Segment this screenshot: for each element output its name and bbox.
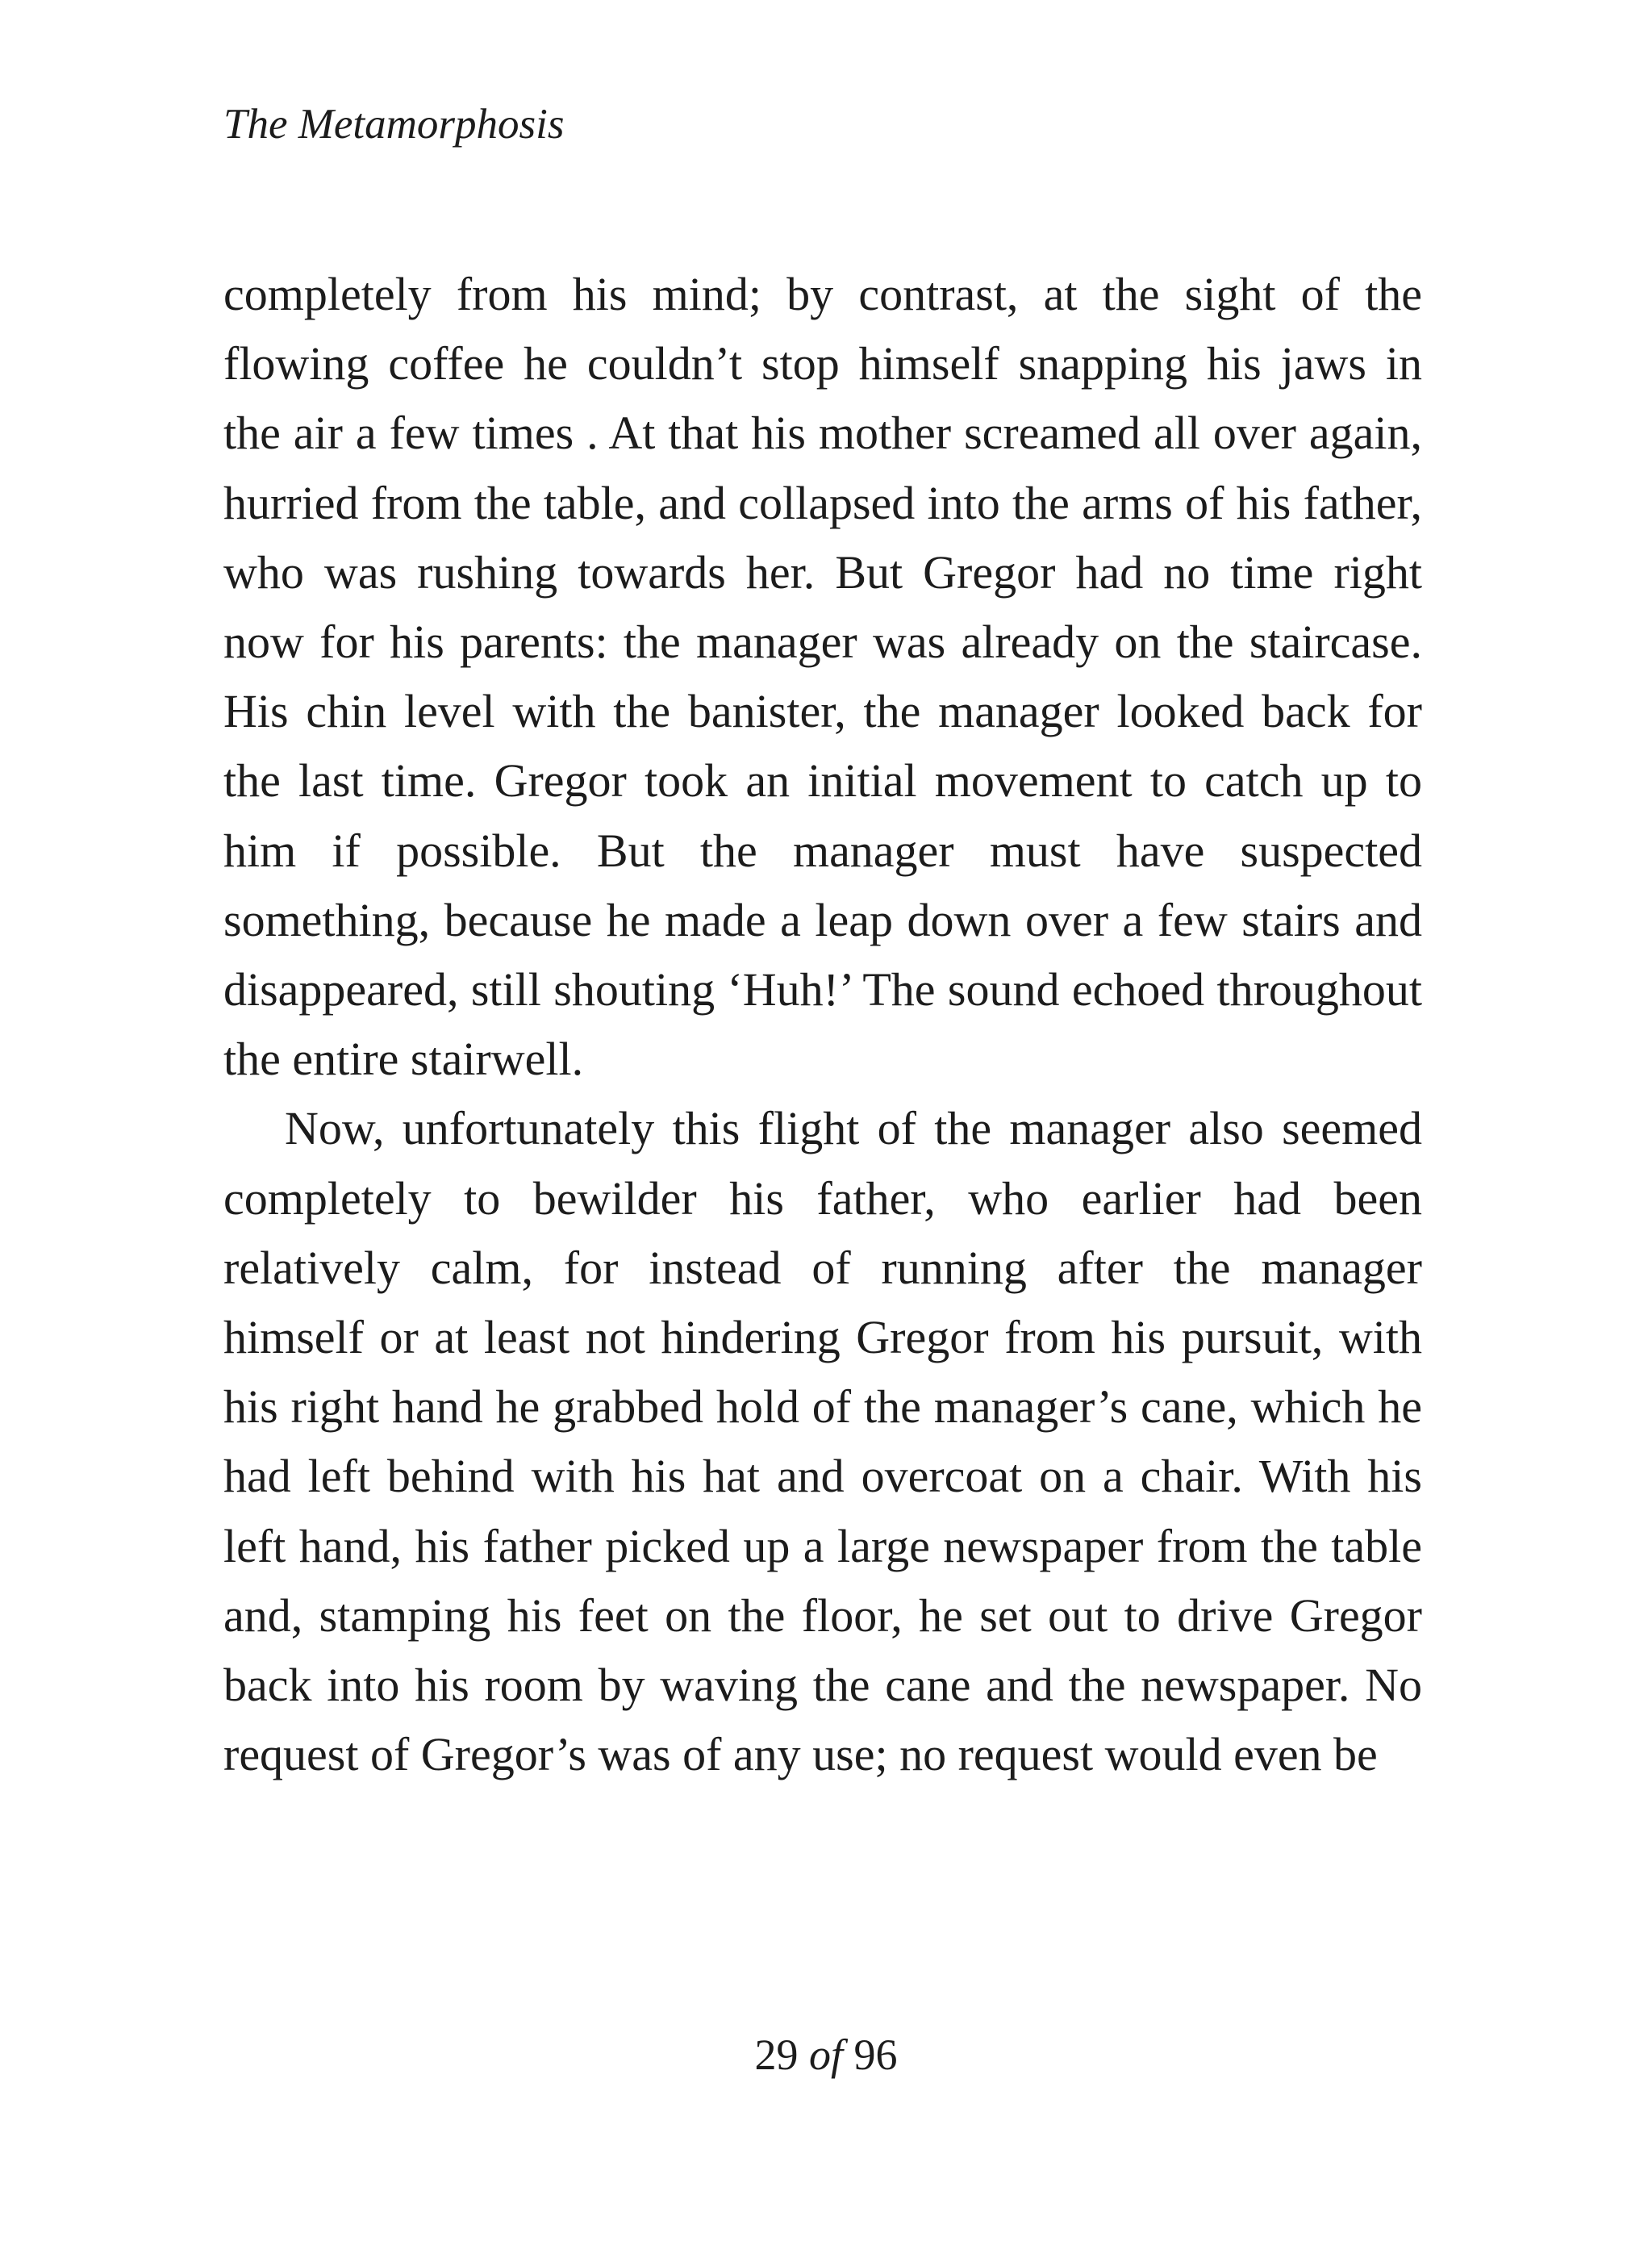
total-pages-number: 96 (853, 2031, 898, 2079)
paragraph-continued: completely from his mind; by contrast, at the sight of the flowing coffee he couldn’t stop himself snapping his jaws in the air a few times . At that his mother screamed all over again, hurried from the table, and collapsed into the arms of his father, who was rushing towards her. But Gregor had no time right now for his parents: the manager was already on the staircase. His chin level with the banister, the manager looked back for the last time. Gregor took an initial movement to catch up to him if possible. But the manager must have suspected something, because he made a leap down over a few stairs and disappeared, still shouting ‘Huh!’ The sound echoed throughout the entire stairwell. (223, 268, 1422, 1086)
page-number-separator: of (808, 2031, 843, 2079)
paragraph-new: Now, unfortunately this flight of the manager also seemed completely to bewilder his father, who earlier had been relatively calm, for instead of running after the manager himself or at least not hindering Gregor from his pursuit, with his right hand he grabbed hold of the manager’s cane, which he had left behind with his hat and overcoat on a chair. With his left hand, his father picked up a large newspaper from the table and, stamping his feet on the floor, he set out to drive Gregor back into his room by waving the cane and the newspaper. No request of Gregor’s was of any use; no request would even be (223, 1102, 1422, 1781)
page-number (0, 2033, 1652, 2077)
running-title: The Metamorphosis (223, 101, 565, 148)
current-page-number: 29 (754, 2031, 799, 2079)
page-body-text (223, 260, 1422, 1789)
